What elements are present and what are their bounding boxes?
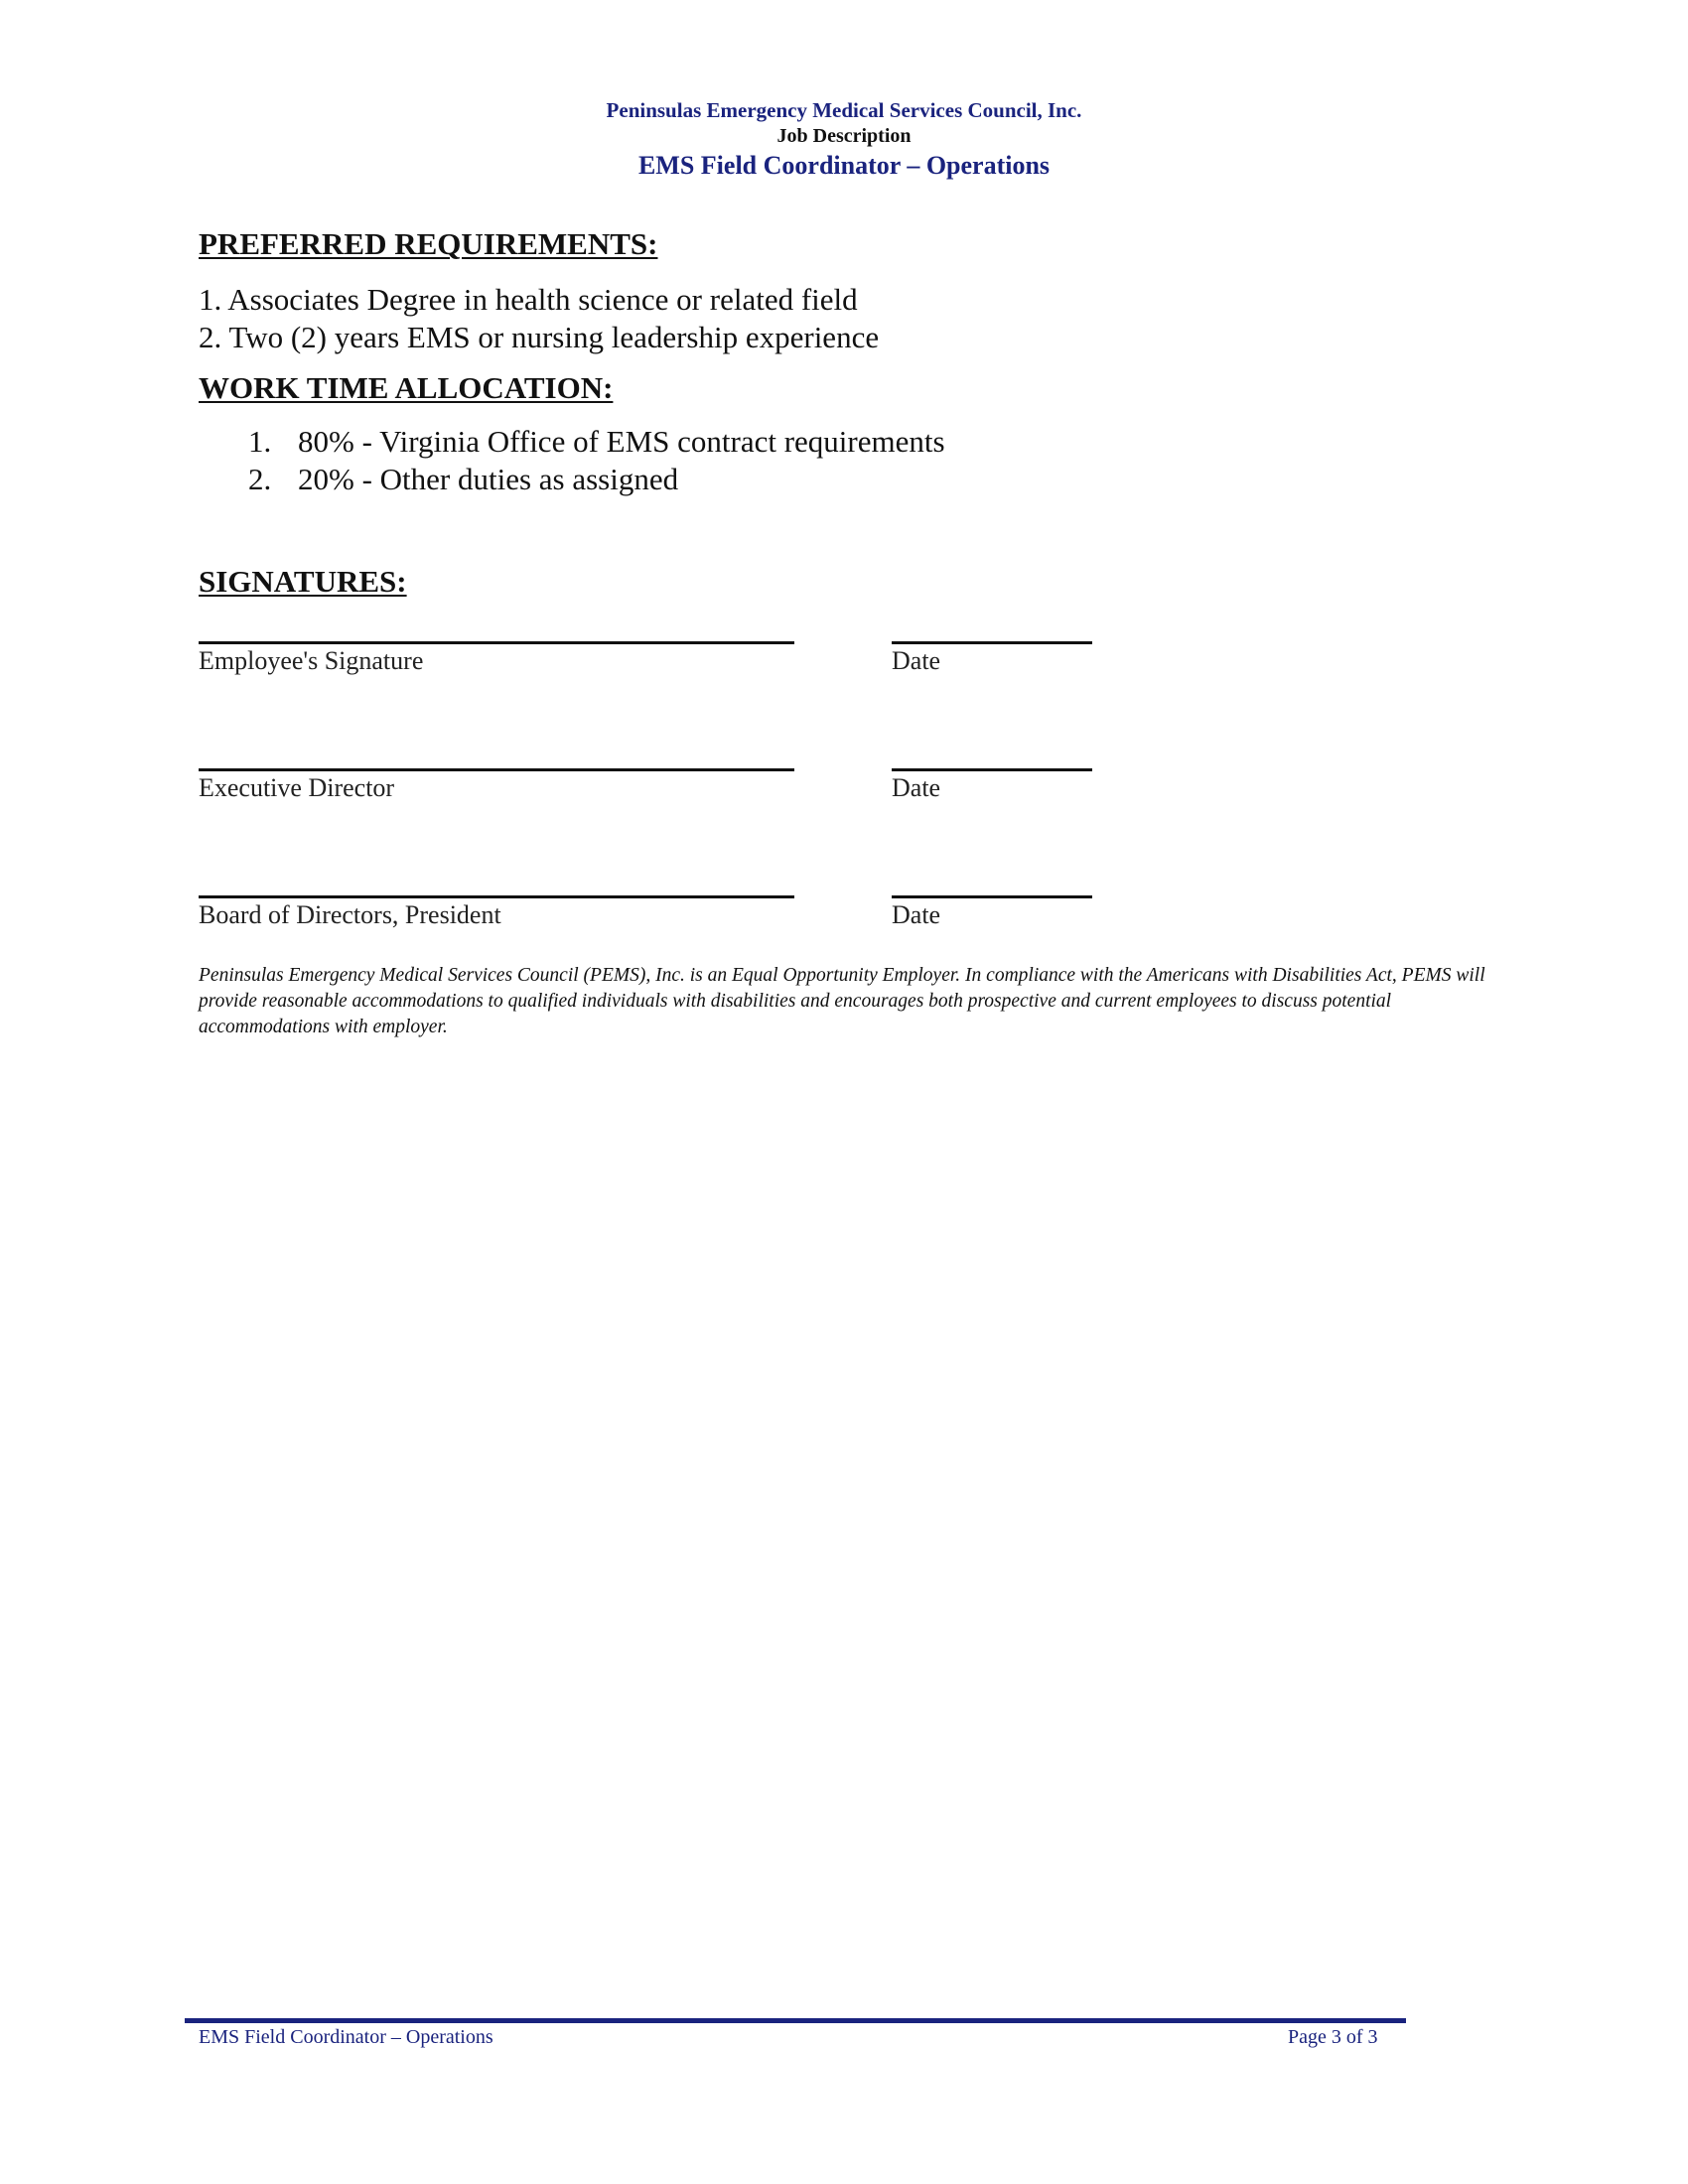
preferred-requirements-heading: PREFERRED REQUIREMENTS: (199, 226, 658, 261)
organization-name: Peninsulas Emergency Medical Services Council, Inc. (606, 98, 1082, 122)
date-label: Date (892, 646, 941, 675)
allocation-item (248, 423, 945, 461)
footer-page-number: Page 3 of 3 (1288, 2026, 1378, 2048)
signature-line[interactable] (199, 641, 794, 644)
requirement-item: 1. Associates Degree in health science or related field (199, 282, 858, 317)
allocation-text: 80% - Virginia Office of EMS contract requirements (298, 424, 945, 459)
footer-document-title: EMS Field Coordinator – Operations (199, 2026, 493, 2048)
signature-label-executive-director: Executive Director (199, 773, 395, 802)
footer-rule (185, 2018, 1406, 2023)
document-header (0, 97, 1688, 183)
signature-line[interactable] (199, 768, 794, 771)
date-label: Date (892, 900, 941, 929)
date-line[interactable] (892, 768, 1092, 771)
allocation-number: 2. (248, 462, 272, 496)
signatures-heading: SIGNATURES: (199, 564, 407, 599)
signature-label-employee: Employee's Signature (199, 646, 424, 675)
job-title: EMS Field Coordinator – Operations (637, 151, 1051, 180)
signature-line[interactable] (199, 895, 794, 898)
signature-label-board-president: Board of Directors, President (199, 900, 501, 929)
work-time-allocation-heading: WORK TIME ALLOCATION: (199, 370, 614, 405)
date-line[interactable] (892, 895, 1092, 898)
allocation-number: 1. (248, 424, 272, 459)
allocation-text: 20% - Other duties as assigned (298, 462, 679, 496)
requirement-item: 2. Two (2) years EMS or nursing leadership experience (199, 320, 880, 354)
date-label: Date (892, 773, 941, 802)
date-line[interactable] (892, 641, 1092, 644)
eeo-statement: Peninsulas Emergency Medical Services Council (PEMS), Inc. is an Equal Opportunity Employer. In compliance with the Americans with Disabilities Act, PEMS will provide reasonable accommodations to qualified individuals with disabilities and encourages both prospective and current employees to discuss potential accommodations with employer. (199, 965, 1485, 1037)
document-subtitle: Job Description (776, 125, 912, 147)
allocation-item (248, 461, 678, 498)
